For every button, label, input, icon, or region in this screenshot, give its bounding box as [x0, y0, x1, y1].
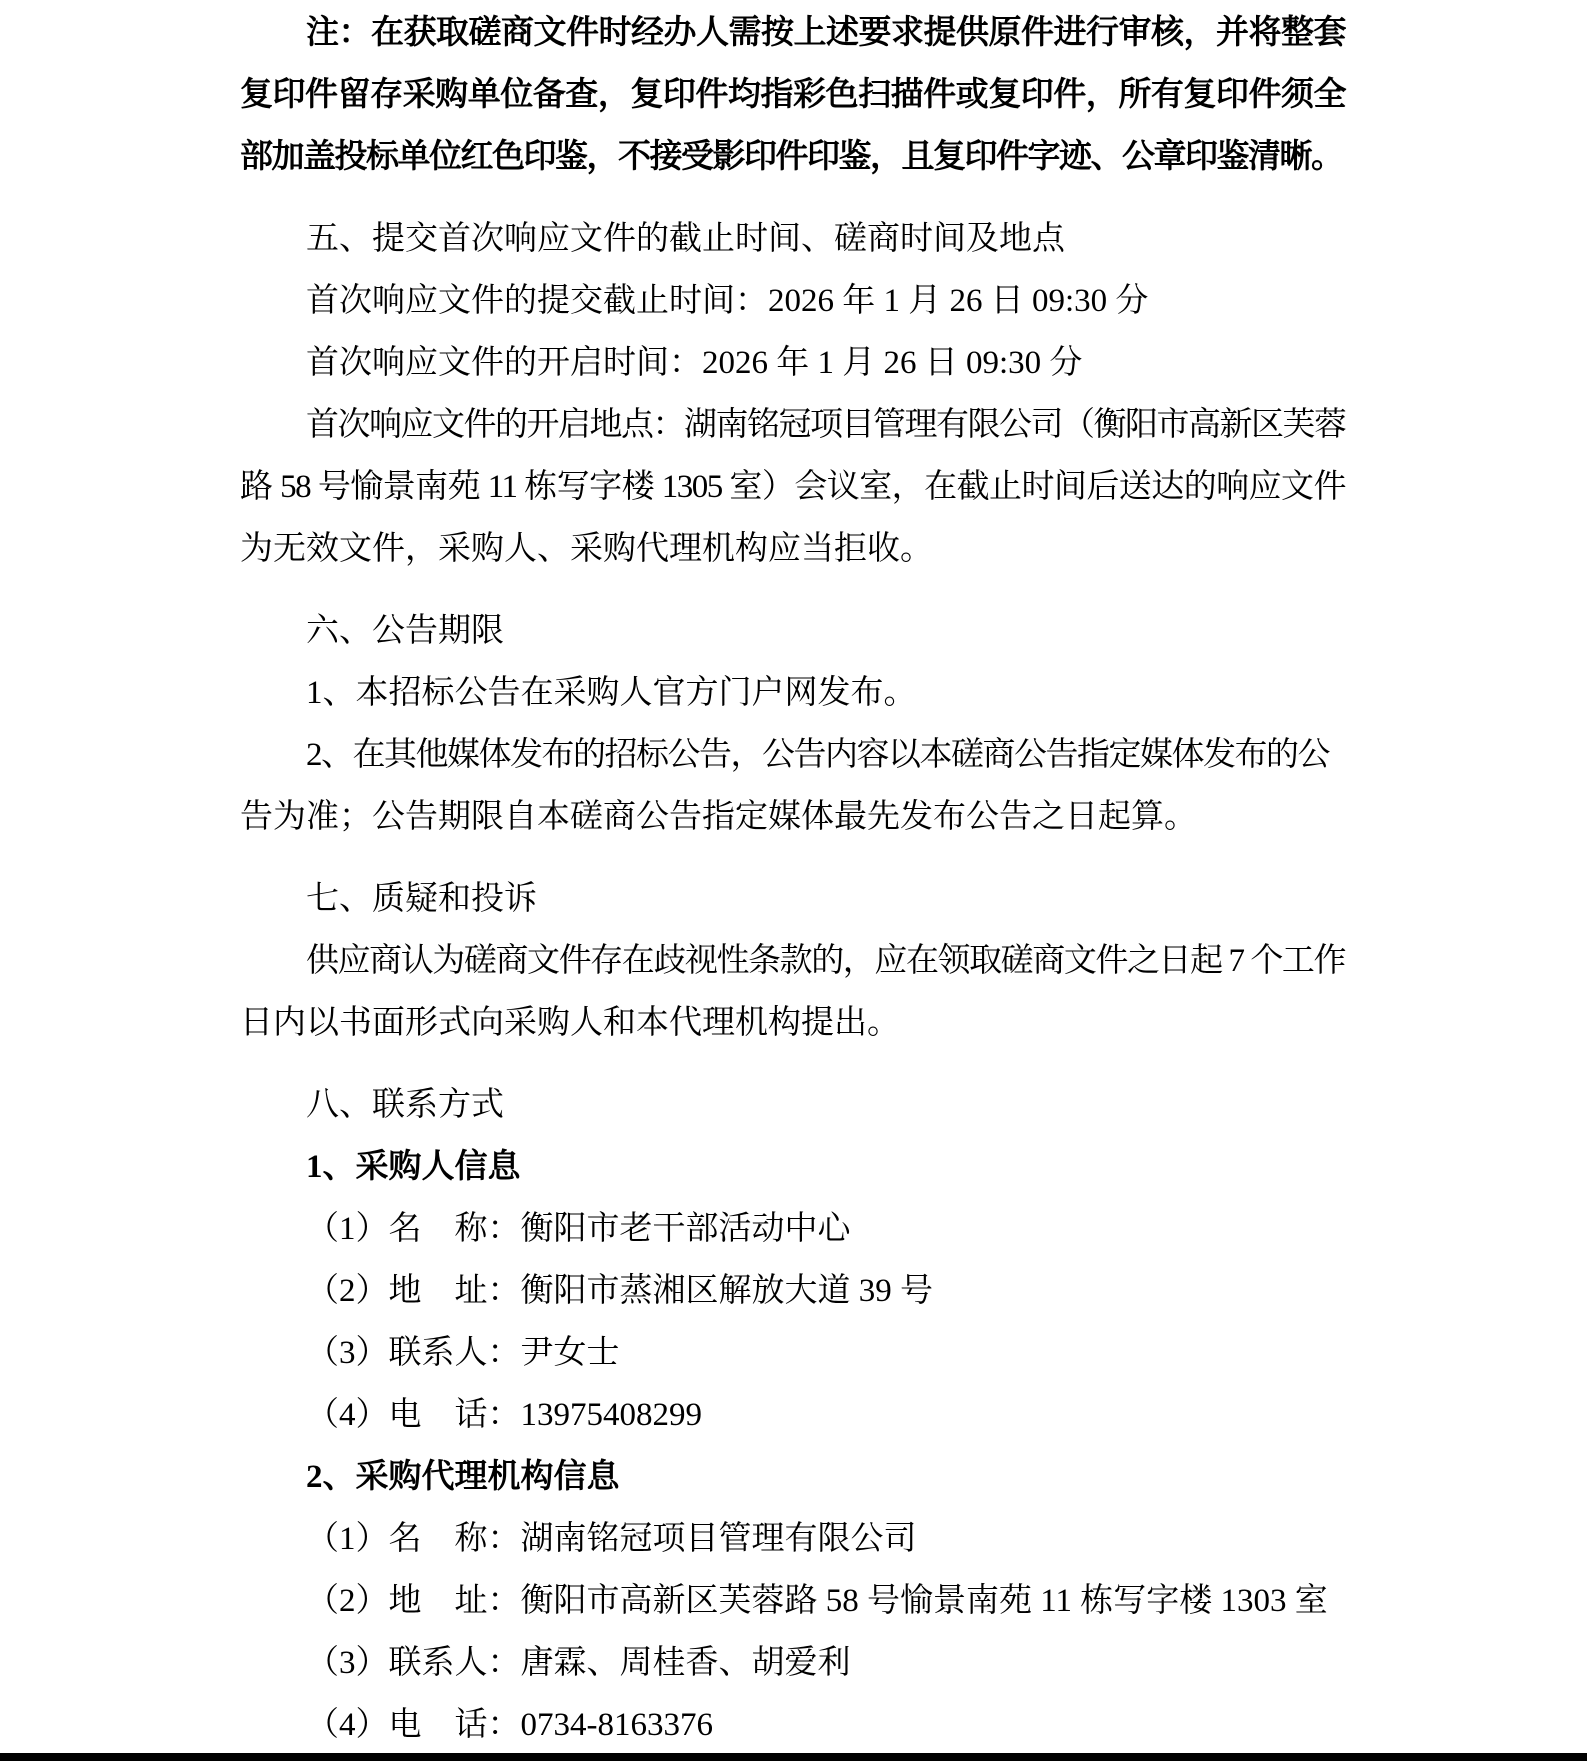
submit-deadline-line: 首次响应文件的提交截止时间：2026 年 1 月 26 日 09:30 分 — [306, 283, 1149, 319]
purchaser-info-heading: 1、采购人信息 — [306, 1149, 521, 1185]
purchaser-address-line: （2）地 址：衡阳市蒸湘区解放大道 39 号 — [306, 1273, 933, 1309]
agency-contact-line: （3）联系人：唐霖、周桂香、胡爱利 — [306, 1645, 851, 1681]
purchaser-name-line: （1）名 称：衡阳市老干部活动中心 — [306, 1211, 851, 1247]
section-8-heading: 八、联系方式 — [306, 1087, 504, 1123]
agency-info-heading: 2、采购代理机构信息 — [306, 1459, 620, 1495]
page-bottom-edge — [0, 1753, 1587, 1761]
purchaser-phone-line: （4）电 话：13975408299 — [306, 1397, 702, 1433]
complaint-body-line-2: 日内以书面形式向采购人和本代理机构提出。 — [240, 1005, 900, 1041]
announcement-item-1: 1、本招标公告在采购人官方门户网发布。 — [306, 675, 917, 711]
section-5-heading: 五、提交首次响应文件的截止时间、磋商时间及地点 — [306, 221, 1065, 257]
open-time-line: 首次响应文件的开启时间：2026 年 1 月 26 日 09:30 分 — [306, 345, 1083, 381]
document-body — [240, 2, 1345, 1756]
note-paragraph-line-3: 部加盖投标单位红色印鉴，不接受影印件印鉴，且复印件字迹、公章印鉴清晰。 — [240, 139, 1343, 175]
open-place-line-3: 为无效文件，采购人、采购代理机构应当拒收。 — [240, 531, 933, 567]
note-paragraph-line-2: 复印件留存采购单位备查，复印件均指彩色扫描件或复印件，所有复印件须全 — [240, 77, 1345, 113]
agency-name-line: （1）名 称：湖南铭冠项目管理有限公司 — [306, 1521, 917, 1557]
open-place-line-2: 路 58 号愉景南苑 11 栋写字楼 1305 室）会议室，在截止时间后送达的响应文件 — [240, 469, 1345, 505]
agency-phone-line: （4）电 话：0734-8163376 — [306, 1707, 713, 1743]
agency-address-line: （2）地 址：衡阳市高新区芙蓉路 58 号愉景南苑 11 栋写字楼 1303 室 — [306, 1583, 1328, 1619]
complaint-body-line-1: 供应商认为磋商文件存在歧视性条款的，应在领取磋商文件之日起 7 个工作 — [306, 943, 1345, 979]
announcement-item-2-line-1: 2、在其他媒体发布的招标公告，公告内容以本磋商公告指定媒体发布的公 — [306, 737, 1329, 773]
section-7-heading: 七、质疑和投诉 — [306, 881, 537, 917]
note-paragraph-line-1: 注：在获取磋商文件时经办人需按上述要求提供原件进行审核，并将整套 — [306, 15, 1345, 51]
announcement-item-2-line-2: 告为准；公告期限自本磋商公告指定媒体最先发布公告之日起算。 — [240, 799, 1197, 835]
open-place-line-1: 首次响应文件的开启地点：湖南铭冠项目管理有限公司（衡阳市高新区芙蓉 — [306, 407, 1346, 443]
purchaser-contact-line: （3）联系人：尹女士 — [306, 1335, 620, 1371]
section-6-heading: 六、公告期限 — [306, 613, 504, 649]
